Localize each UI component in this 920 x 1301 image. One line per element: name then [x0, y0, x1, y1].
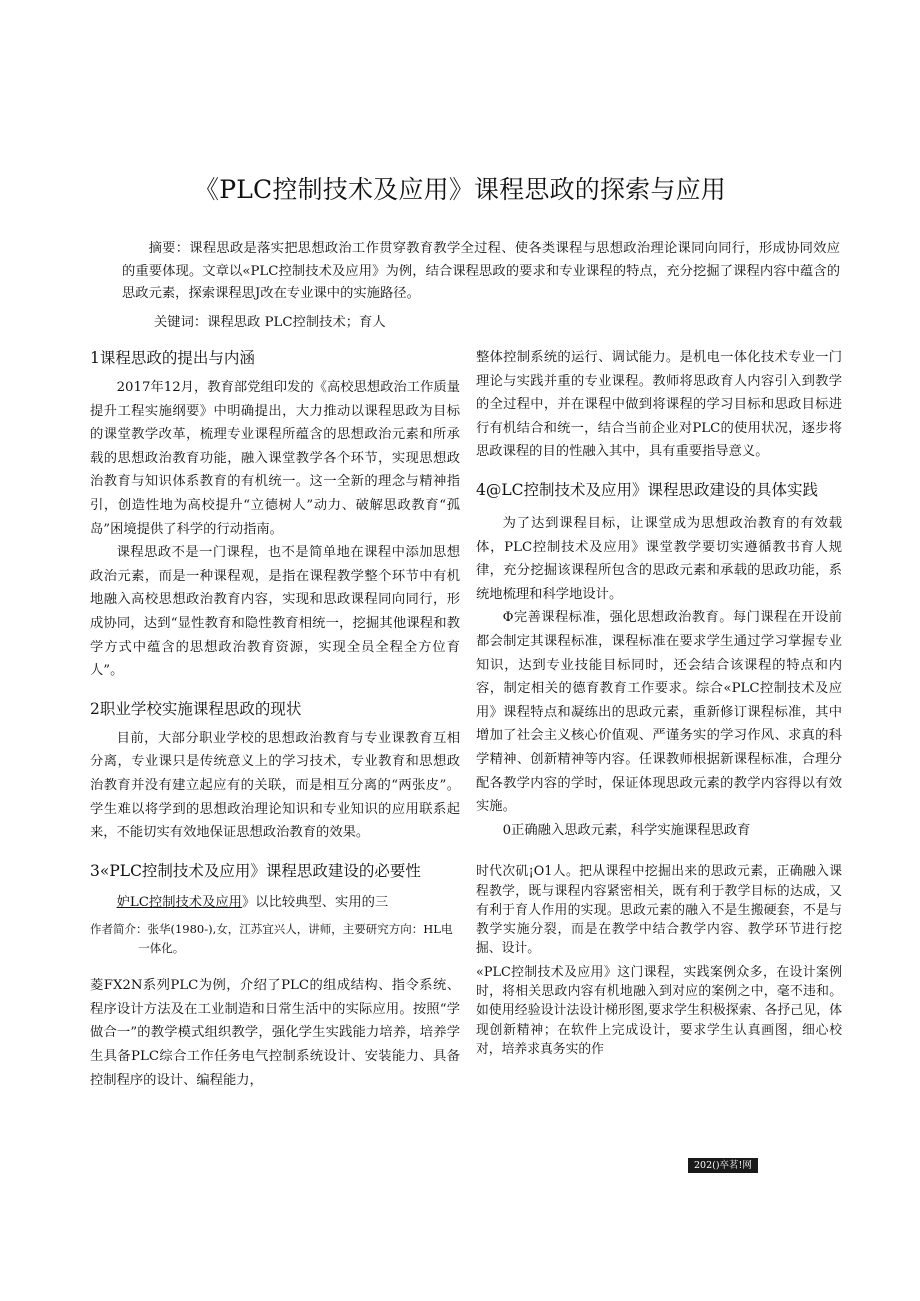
section-4-paragraph-3: 0正确融入思政元素，科学实施课程思政育: [502, 822, 751, 838]
section-3-heading: 3«PLC控制技术及应用》课程思政建设的必要性: [90, 861, 421, 880]
section-1-paragraph-2: 课程思政不是一门课程，也不是简单地在课程中添加思想政治元素，而是一种课程观，是指在课程教学整个环节中有机地融入高校思想政治教育内容，实现和思政课程同向同行，形成协同，达到“显性教育和隐性教育相统一，挖掘其他课程和教学方式中蕴含的思想政治教育资源，实现全员全程全方位育人”。: [90, 545, 460, 679]
section-3-paragraph-1: [90, 891, 460, 915]
left-column: [90, 346, 460, 1092]
watermark-badge: 202()卒茗!网: [688, 1158, 758, 1173]
section-4-paragraph-5: «PLC控制技术及应用》这门课程，实践案例众多，在设计案例时，将相关思政内容有机地融入到对应的案例之中，毫不违和。如使用经验设计法设计梯形图,要求学生积极探索、各抒己见，体现创新精神；在软件上完成设计，要求学生认真画图，细心校对，培养求真务实的作: [476, 964, 842, 1057]
author-footnote: 作者简介：张华(1980-),女，江苏宜兴人，讲师，主要研究方向：HL电一体化。: [90, 922, 453, 956]
section-3-underlined-text: 妒LC控制技术及应用: [116, 894, 242, 910]
section-4-paragraph-2: Φ完善课程标准，强化思想政治教育。每门课程在开设前都会制定其课程标准，课程标准在要求学生通过学习掌握专业知识，达到专业技能目标同时，还会结合该课程的特点和内容，制定相关的德育教育工作要求。综合«PLC控制技术及应用》课程特点和凝练出的思政元素，重新修订课程标准，其中增加了社会主义核心价值观、严谨务实的学习作风、求真的科学精神、创新精神等内容。任课教师根据新课程标准，合理分配各教学内容的学时，保证体现思政元素的教学内容得以有效实施。: [476, 610, 842, 815]
keywords: 关键词：课程思政 PLC控制技术；育人: [154, 315, 386, 330]
section-4-paragraph-1: 为了达到课程目标，让课堂成为思想政治教育的有效载体，PLC控制技术及应用》课堂教学要切实遵循教书育人规律，充分挖掘该课程所包含的思政元素和承载的思政功能，系统地梳理和科学地设计。: [476, 515, 842, 602]
section-2-heading: 2职业学校实施课程思政的现状: [90, 699, 302, 718]
abstract: 摘要：课程思政是落实把思想政治工作贯穿教育教学全过程、使各类课程与思想政治理论课同向同行，形成协同效应的重要体现。文章以«PLC控制技术及应用》为例，结合课程思政的要求和专业课程的特点，充分挖掘了课程内容中蕴含的思政元素，探索课程思J改在专业课中的实施路径。: [122, 241, 840, 301]
section-4-heading: 4@LC控制技术及应用》课程思政建设的具体实践: [476, 480, 819, 499]
section-4-paragraph-4: 时代次矶¡O1人。把从课程中挖掘出来的思政元素，正确融入课程教学，既与课程内容紧密相关，既有利于教学目标的达成，又有利于育人作用的实现。思政元素的融入不是生搬硬套，不是与教学实施分裂，而是在教学中结合教学内容、教学环节进行挖掘、设计。: [476, 864, 842, 957]
section-2-paragraph-1: 目前，大部分职业学校的思想政治教育与专业课教育互相分离，专业课只是传统意义上的学习技术，专业教育和思想政治教育并没有建立起应有的关联，而是相互分离的“两张皮”。学生难以将学到的思想政治理论知识和专业知识的应用联系起来，不能切实有效地保证思想政治教育的效果。: [90, 730, 460, 841]
section-1-paragraph-1: 2017年12月，教育部党组印发的《高校思想政治工作质量提升工程实施纲要》中明确提出，大力推动以课程思政为目标的课堂教学改革，梳理专业课程所蕴含的思想政治元素和所承载的思想政治教育功能，融入课堂教学各个环节，实现思想政治教育与知识体系教育的有机统一。这一全新的理念与精神指引，创造性地为高校提升“立德树人”动力、破解思政教育“孤岛”困境提供了科学的行动指南。: [90, 380, 460, 537]
page-title: 《PLC控制技术及应用》课程思政的探索与应用: [194, 175, 726, 204]
section-1-heading: 1课程思政的提出与内涵: [90, 349, 255, 367]
section-3-paragraph-2: 菱FX2N系列PLC为例，介绍了PLC的组成结构、指令系统、程序设计方法及在工业制造和日常生活中的实际应用。按照“学做合一”的教学模式组织教学，强化学生实践能力培养，培养学生具备PLC综合工作任务电气控制系统设计、安装能力、具备控制程序的设计、编程能力，: [90, 978, 460, 1088]
right-column: [476, 346, 842, 1059]
right-paragraph-continued: 整体控制系统的运行、调试能力。是机电一体化技术专业一门理论与实践并重的专业课程。教师将思政育人内容引入到教学的全过程中，并在课程中做到将课程的学习目标和思政目标进行有机结合和统一，结合当前企业对PLC的使用状况，逐步将思政课程的目的性融入其中，具有重要指导意义。: [476, 350, 842, 460]
section-3-paragraph-1-rest: 》以比较典型、实用的三: [241, 894, 389, 910]
